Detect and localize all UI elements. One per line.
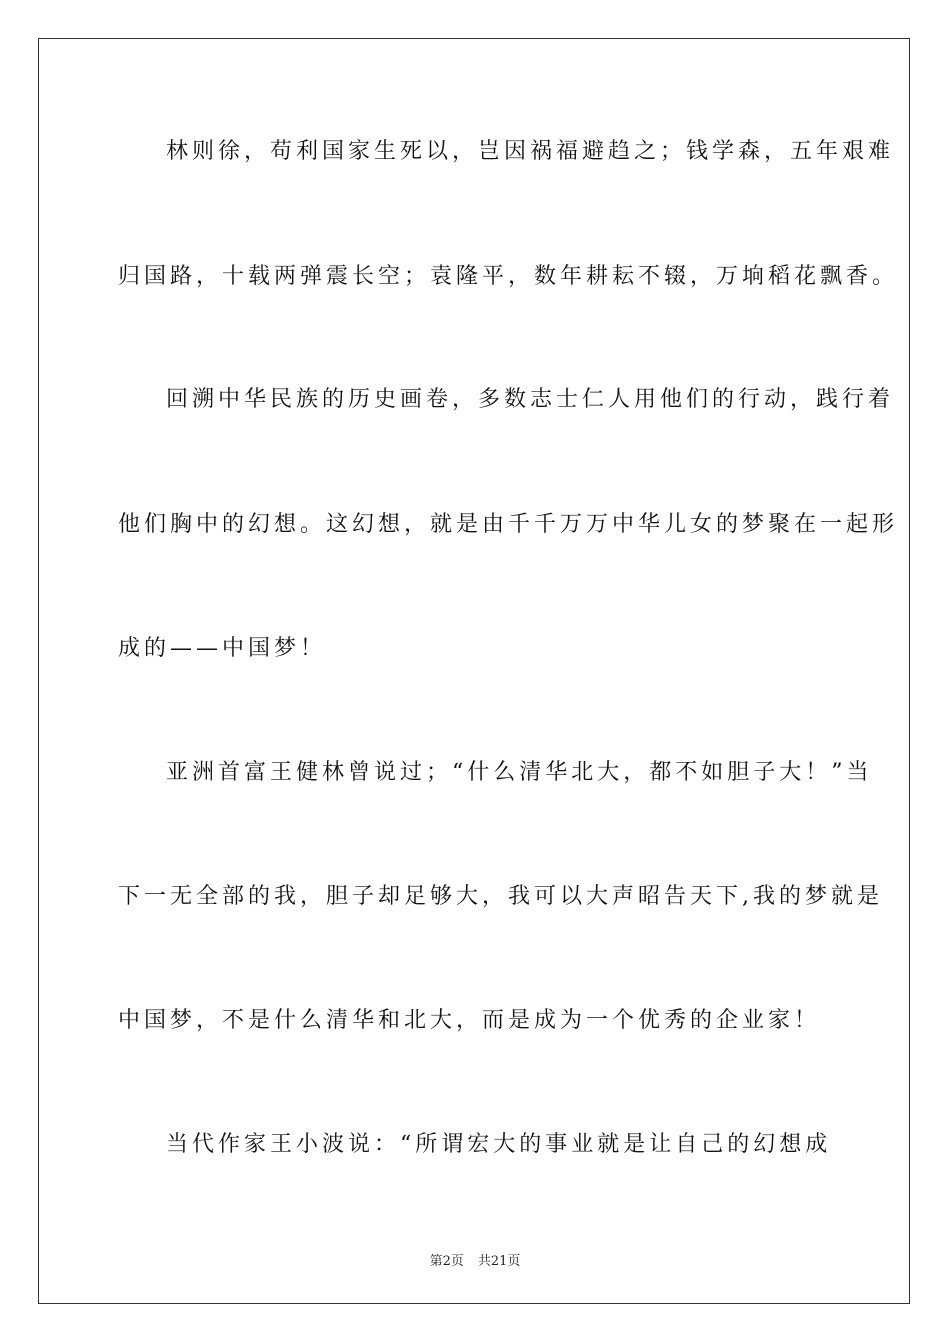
paragraph-line: 他们胸中的幻想。这幻想，就是由千千万万中华儿女的梦聚在一起形 <box>118 512 899 537</box>
page-number: 第2页 <box>429 1254 464 1269</box>
paragraph-line: 回溯中华民族的历史画卷，多数志士仁人用他们的行动，践行着 <box>166 387 895 412</box>
paragraph-line: 中国梦，不是什么清华和北大，而是成为一个优秀的企业家！ <box>118 1008 821 1033</box>
paragraph-line: 当代作家王小波说：“所谓宏大的事业就是让自己的幻想成 <box>166 1132 832 1157</box>
page-footer <box>0 1250 950 1269</box>
page-total: 共21页 <box>477 1254 521 1269</box>
paragraph-line: 亚洲首富王健林曾说过；“什么清华北大，都不如胆子大！”当 <box>166 760 873 785</box>
page-border <box>38 38 910 1304</box>
paragraph-line: 下一无全部的我，胆子却足够大，我可以大声昭告天下,我的梦就是 <box>118 884 883 909</box>
paragraph-line: 成的——中国梦！ <box>118 636 327 661</box>
paragraph-line: 林则徐，苟利国家生死以，岂因祸福避趋之；钱学森，五年艰难 <box>166 139 895 164</box>
paragraph-line: 归国路，十载两弹震长空；袁隆平，数年耕耘不辍，万垧稻花飘香。 <box>118 264 899 289</box>
